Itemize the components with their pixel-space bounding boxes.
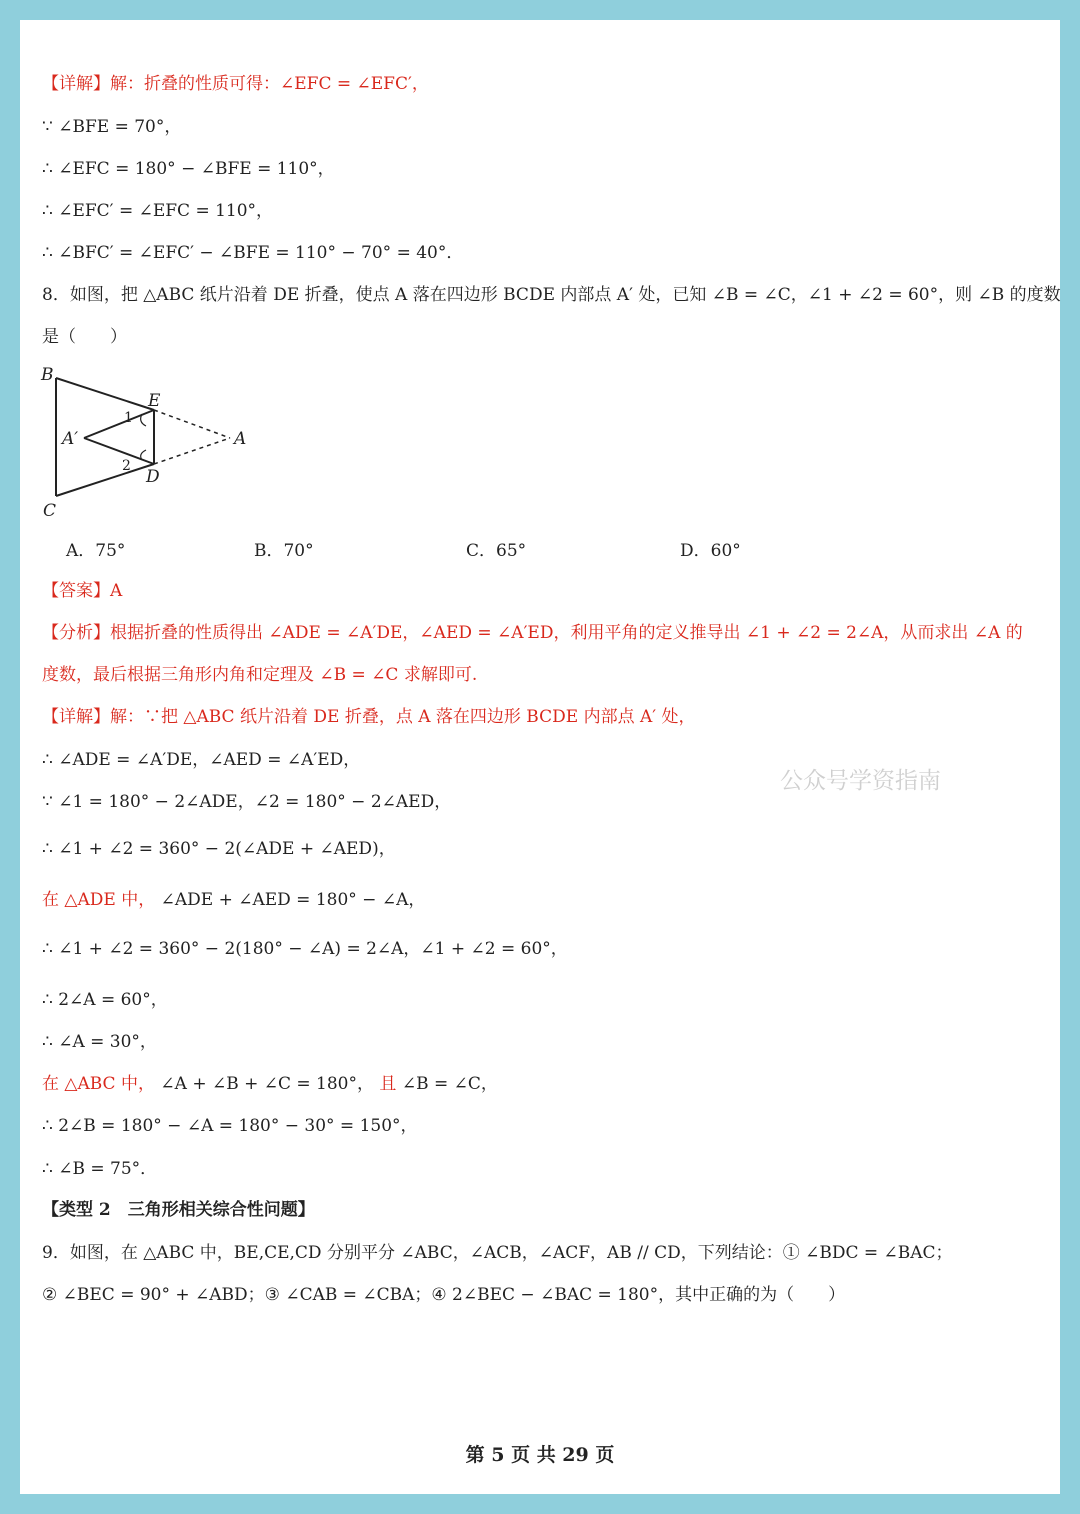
solution-line-5: ∴ ∠BFC′ = ∠EFC′ − ∠BFE = 110° − 70° = 40°． bbox=[42, 243, 464, 263]
label-angle-1: 1 bbox=[124, 410, 133, 426]
step-line-6: ∴ 2∠A = 60°， bbox=[42, 990, 168, 1010]
detail-text: 解：折叠的性质可得：∠EFC = ∠EFC′， bbox=[110, 74, 429, 94]
type-2-heading: 【类型 2 三角形相关综合性问题】 bbox=[42, 1200, 315, 1220]
question-9-line-1: 9．如图，在 △ABC 中，BE,CE,CD 分别平分 ∠ABC，∠ACB，∠ACF，AB // CD，下列结论：① ∠BDC = ∠BAC； bbox=[42, 1243, 953, 1263]
step-line-10: ∴ ∠B = 75°． bbox=[42, 1159, 158, 1179]
choice-c: C．65° bbox=[466, 541, 527, 561]
choice-a: A．75° bbox=[66, 541, 126, 561]
analysis-line-1 bbox=[42, 621, 1023, 645]
page-footer: 第 5 页 共 29 页 bbox=[465, 1444, 615, 1466]
step-line-3: ∴ ∠1 + ∠2 = 360° − 2(∠ADE + ∠AED)， bbox=[42, 839, 396, 859]
solution-line-2: ∵ ∠BFE = 70°， bbox=[42, 117, 182, 137]
detail-text-2: 解：∵把 △ABC 纸片沿着 DE 折叠，点 A 落在四边形 BCDE 内部点 A′ 处， bbox=[110, 707, 696, 727]
angle-1-arc bbox=[141, 414, 146, 426]
segment-cd bbox=[56, 464, 154, 496]
solution-line-3: ∴ ∠EFC = 180° − ∠BFE = 110°， bbox=[42, 159, 335, 179]
answer-line: 【答案】A bbox=[42, 581, 123, 601]
analysis-tag: 【分析】 bbox=[42, 623, 110, 643]
label-c: C bbox=[43, 501, 57, 520]
label-b: B bbox=[41, 365, 54, 385]
segment-da-dashed bbox=[154, 438, 230, 464]
question-8-line-1: 8．如图，把 △ABC 纸片沿着 DE 折叠，使点 A 落在四边形 BCDE 内部点 A′ 处，已知 ∠B = ∠C，∠1 + ∠2 = 60°，则 ∠B 的度数 bbox=[42, 285, 1061, 305]
step-8-mid: ∠A + ∠B + ∠C = 180°， bbox=[160, 1074, 375, 1094]
analysis-text-1: 根据折叠的性质得出 ∠ADE = ∠A′DE，∠AED = ∠A′ED，利用平角的定义推导出 ∠1 + ∠2 = 2∠A，从而求出 ∠A 的 bbox=[110, 623, 1023, 643]
step-line-8 bbox=[42, 1072, 498, 1096]
watermark-text: 公众号学资指南 bbox=[780, 768, 941, 794]
step-line-1: ∴ ∠ADE = ∠A′DE，∠AED = ∠A′ED， bbox=[42, 750, 361, 770]
segment-be bbox=[56, 378, 154, 410]
segment-ea-dashed bbox=[154, 410, 230, 438]
step-line-2: ∵ ∠1 = 180° − 2∠ADE，∠2 = 180° − 2∠AED， bbox=[42, 792, 452, 812]
step-8-end: ∠B = ∠C， bbox=[401, 1074, 498, 1094]
label-angle-2: 2 bbox=[122, 458, 131, 474]
detail-tag-2: 【详解】 bbox=[42, 707, 110, 727]
choice-b: B．70° bbox=[254, 541, 314, 561]
label-a: A bbox=[234, 429, 247, 449]
step-4-text: ∠ADE + ∠AED = 180° − ∠A， bbox=[160, 890, 426, 910]
detail-line-1 bbox=[42, 705, 696, 729]
step-8-and: 且 bbox=[379, 1074, 397, 1094]
detail-tag: 【详解】 bbox=[42, 74, 110, 94]
step-line-4 bbox=[42, 888, 425, 912]
solution-header-line bbox=[42, 72, 429, 96]
step-8-prefix: 在 △ABC 中， bbox=[42, 1074, 155, 1094]
step-line-7: ∴ ∠A = 30°， bbox=[42, 1032, 157, 1052]
step-4-prefix: 在 △ADE 中， bbox=[42, 890, 156, 910]
document-page bbox=[20, 20, 1060, 1494]
fold-triangle-figure bbox=[38, 360, 268, 520]
choice-d: D．60° bbox=[680, 541, 741, 561]
label-e: E bbox=[148, 391, 161, 411]
question-8-line-2: 是（ ） bbox=[42, 327, 127, 347]
step-line-5: ∴ ∠1 + ∠2 = 360° − 2(180° − ∠A) = 2∠A，∠1 + ∠2 = 60°， bbox=[42, 939, 568, 959]
step-line-9: ∴ 2∠B = 180° − ∠A = 180° − 30° = 150°， bbox=[42, 1116, 418, 1136]
solution-line-4: ∴ ∠EFC′ = ∠EFC = 110°， bbox=[42, 201, 274, 221]
label-a-prime: A′ bbox=[62, 429, 79, 449]
question-9-line-2: ② ∠BEC = 90° + ∠ABD；③ ∠CAB = ∠CBA；④ 2∠BEC − ∠BAC = 180°，其中正确的为（ ） bbox=[42, 1285, 846, 1305]
label-d: D bbox=[146, 467, 160, 487]
angle-2-arc bbox=[141, 450, 146, 460]
analysis-line-2: 度数，最后根据三角形内角和定理及 ∠B = ∠C 求解即可. bbox=[42, 665, 478, 685]
